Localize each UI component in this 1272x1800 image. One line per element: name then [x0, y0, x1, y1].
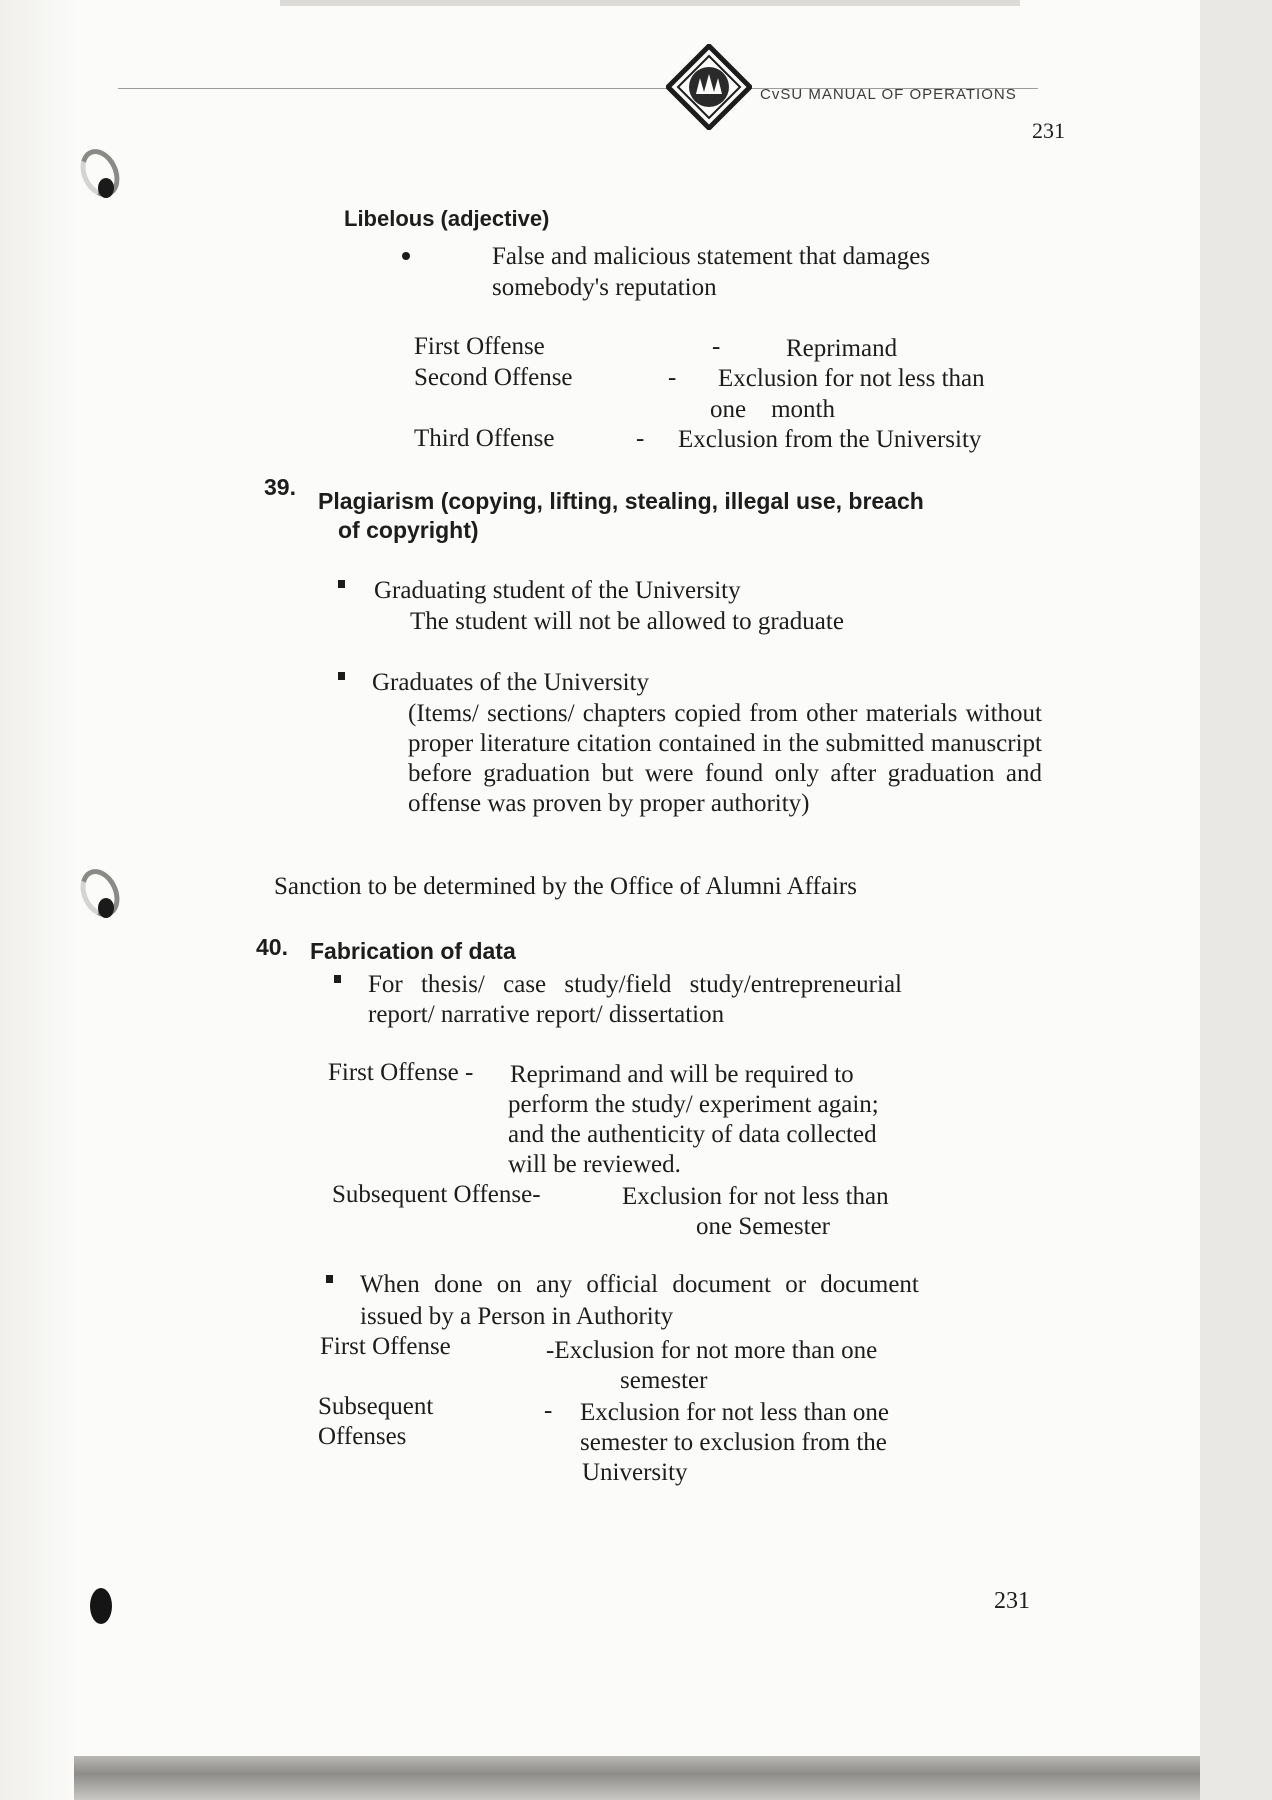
first-offense-sanction-line: Reprimand and will be required to [510, 1061, 854, 1088]
bullet-icon [334, 975, 341, 983]
fabrication-item2-line1: When done on any official document or document [360, 1271, 919, 1298]
fabrication-number: 40. [256, 934, 288, 960]
plagiarism-sanction: Sanction to be determined by the Office of Alumni Affairs [274, 873, 857, 900]
plagiarism-item1-detail: The student will not be allowed to graduate [410, 608, 844, 635]
plagiarism-item2-detail: (Items/ sections/ chapters copied from other materials without proper literature citation contained in the submitted manuscript before graduation but were found only after graduation and offense was proven by proper authority) [408, 700, 1042, 817]
first-offense-label: First Offense - [328, 1059, 474, 1086]
libelous-offense-dash: - [668, 364, 677, 391]
plagiarism-heading-line2: of copyright) [338, 517, 479, 543]
item2-subsequent-sanction-line: Exclusion for not less than one [580, 1399, 889, 1426]
fabrication-item1-line2: report/ narrative report/ dissertation [368, 1001, 725, 1028]
manual-title: CvSU MANUAL OF OPERATIONS [760, 86, 1017, 103]
libelous-heading: Libelous (adjective) [344, 206, 550, 231]
fabrication-item1-line1: For thesis/ case study/field study/entrepreneurial [368, 971, 902, 998]
bullet-icon [338, 580, 345, 588]
page-top-edge [280, 0, 1020, 6]
cvsu-logo-icon [666, 44, 752, 130]
libelous-offense-sanction-cont: one month [710, 396, 835, 423]
item2-first-offense-sanction-line: semester [620, 1367, 708, 1394]
page-bottom-edge [74, 1756, 1200, 1800]
libelous-offense-dash: - [636, 425, 645, 452]
libelous-offense-label: First Offense [414, 333, 545, 360]
plagiarism-number: 39. [264, 474, 296, 500]
bullet-icon [338, 672, 345, 680]
libelous-offense-label: Third Offense [414, 425, 555, 452]
item2-subsequent-dash: - [544, 1397, 553, 1424]
plagiarism-item1-title: Graduating student of the University [374, 577, 741, 604]
item2-first-offense-sanction-line: -Exclusion for not more than one [546, 1337, 878, 1364]
first-offense-sanction-line: and the authenticity of data collected [508, 1121, 877, 1148]
libelous-definition-line2: somebody's reputation [492, 274, 717, 301]
libelous-offense-sanction: Reprimand [786, 335, 898, 362]
libelous-definition-line1: False and malicious statement that damages [492, 243, 931, 270]
plagiarism-item2-title: Graduates of the University [372, 669, 650, 696]
item2-subsequent-sanction-line: University [582, 1459, 688, 1486]
libelous-offense-sanction: Exclusion from the University [678, 426, 982, 453]
first-offense-sanction-line: perform the study/ experiment again; [508, 1091, 879, 1118]
plagiarism-heading-line1: Plagiarism (copying, lifting, stealing, illegal use, breach [318, 488, 924, 514]
fabrication-item2-line2: issued by a Person in Authority [360, 1303, 674, 1330]
bullet-icon [326, 1275, 333, 1283]
header-page-number: 231 [1032, 118, 1065, 143]
binder-ring-icon [78, 868, 118, 924]
item2-subsequent-sanction-line: semester to exclusion from the [580, 1429, 887, 1456]
libelous-offense-label: Second Offense [414, 364, 573, 391]
libelous-offense-sanction: Exclusion for not less than [718, 365, 985, 392]
subsequent-offense-sanction-line: one Semester [696, 1213, 830, 1240]
item2-subsequent-label: Subsequent [318, 1393, 434, 1420]
fabrication-heading: Fabrication of data [310, 938, 516, 964]
binder-hole-icon [90, 1588, 112, 1624]
subsequent-offense-sanction-line: Exclusion for not less than [622, 1183, 889, 1210]
page-left-margin [0, 0, 74, 1800]
binder-ring-icon [78, 148, 118, 204]
item2-first-offense-label: First Offense [320, 1333, 451, 1360]
libelous-offense-dash: - [712, 333, 721, 360]
bullet-icon [402, 252, 410, 260]
item2-subsequent-label: Offenses [318, 1423, 407, 1450]
footer-page-number: 231 [994, 1588, 1030, 1614]
subsequent-offense-label: Subsequent Offense- [332, 1181, 541, 1208]
first-offense-sanction-line: will be reviewed. [508, 1151, 681, 1178]
